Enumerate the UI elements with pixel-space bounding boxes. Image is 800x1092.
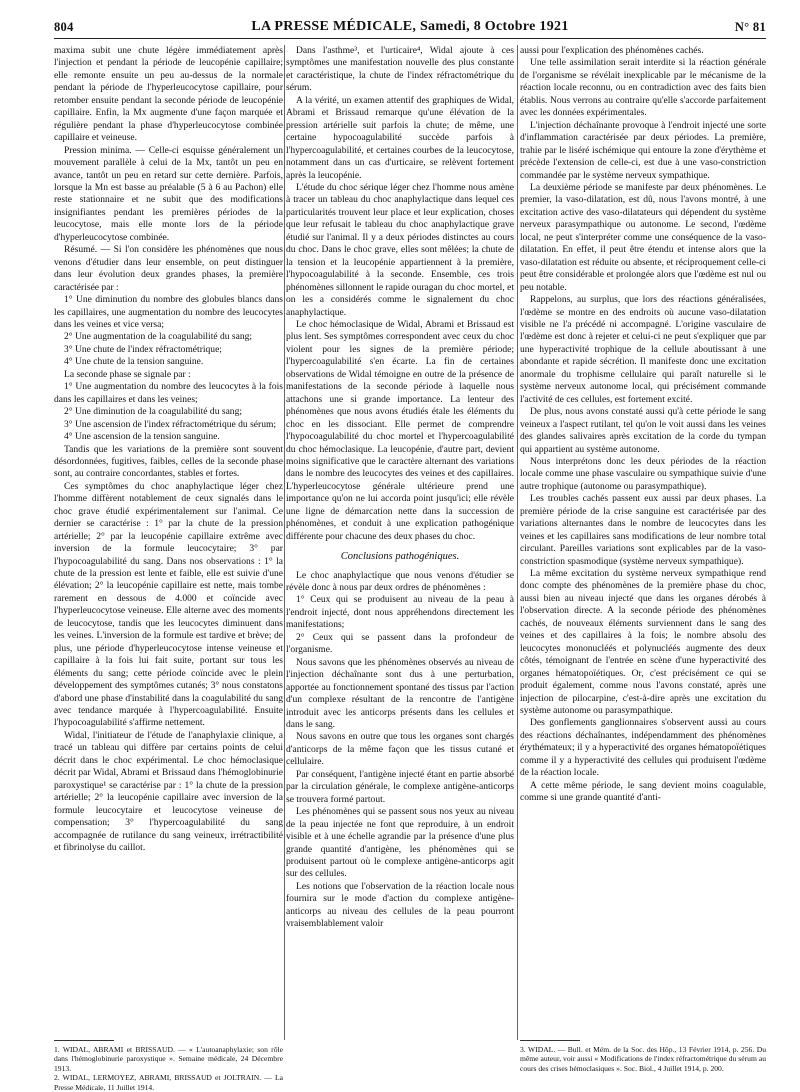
paragraph: Résumé. — Si l'on considère les phénomènes que nous venons d'étudier dans leur ensemble, on peut distinguer dans leur évolution deux grandes phases, la première caractérisée par : — [54, 244, 283, 293]
paragraph: L'étude du choc sérique léger chez l'homme nous amène à tracer un tableau du choc anaphylactique dans lequel ces particularités trouvent leur place et leur explication, choses que leur refusait le tableau du choc anaphylactique grave étudié sur l'animal. Il y a deux périodes distinctes au cours du choc. Dans le choc grave, elles sont mêlées; la chute de la tension et la leucopénie appartiennent à la première, l'hypocoagulabilité à la seconde. Ensemble, ces trois phénomènes sillonnent le rapide ouragan du choc mortel, et on les a considérés comme le signalement du choc anaphylactique. — [286, 181, 514, 318]
paragraph: La seconde phase se signale par : — [64, 368, 191, 380]
header-rule — [54, 38, 766, 39]
paragraph: maxima subit une chute légère immédiatement après l'injection et pendant la période de leucopénie capillaire; elle remonte ensuite un peu au-dessus de la normale pendant la période de l'hyperleucocytose capillaire, pour retomber ensuite pendant la seconde période de leucopénie capillaire. Enfin, la Mx augmente d'une façon marquée et régulière pendant la phase d'hyperleucocytose combinée capillaire et veineuse. — [54, 45, 283, 144]
paragraph: Les phénomènes qui se passent sous nos yeux au niveau de la peau injectée ne font que reproduire, à un endroit visible et à une échelle agrandie par la présence d'une plus grande quantité d'antigène, les phénomènes qui se produisent partout où le complexe antigène-anticorps agit sur des cellules. — [286, 806, 514, 880]
paragraph: 1° Une augmentation du nombre des leucocytes à la fois dans les capillaires et dans les veines; — [54, 381, 283, 405]
paragraph: Les troubles cachés passent eux aussi par deux phases. La première période de la crise sanguine est caractérisée par des variations alternantes dans le nombre de leucocytes dans les veines et les capillaires sans modifications de leur nombre total circulant. Pareilles variations sont explicables par de la vaso-constriction spasmodique (système nerveux sympathique). — [520, 493, 766, 567]
paragraph: Le choc hémoclasique de Widal, Abrami et Brissaud est plus lent. Ses symptômes correspondent avec ceux du choc violent pour les signes de la première période; l'hypercoagulabilité s'en écarte. La fin de certaines observations de Widal témoigne en outre de la présence de manifestations de la seconde période à laquelle nous attachons une si grande importance. La lenteur des phénomènes que nous avons étudiés étale les éléments du choc en les dissociant. Elle permet de comprendre l'hypocoagulabilité du choc mortel et l'hypercoagulabilité du choc hémoclasique. La leucopénie, d'autre part, devient moins significative que le caractère alternant des variations dans le nombre des leucocytes des veines et des capillaires. L'hyperleucocytose générale ultérieure prend une importance qu'on ne lui accorda point jusqu'ici; elle révèle une ligne de démarcation nette dans la succession de phénomènes, et conduit à une explication pathogénique différente pour chacune des deux phases du choc. — [286, 318, 514, 542]
paragraph: aussi pour l'explication des phénomènes cachés. — [520, 45, 704, 56]
paragraph: 4° Une ascension de la tension sanguine. — [64, 431, 220, 443]
footnotes-left — [54, 1045, 283, 1092]
paragraph: De plus, nous avons constaté aussi qu'à cette période le sang veineux a l'aspect rutilant, tel qu'on le voit aussi dans les veines des glandes salivaires après excitation de la corde du tympan qui appartient au système autonome. — [520, 406, 766, 455]
paragraph: 1° Ceux qui se produisent au niveau de la peau à l'endroit injecté, dont nous appréhendons directement les manifestations; — [286, 594, 514, 631]
page-number: 804 — [54, 20, 74, 34]
paragraph: 3° Une chute de l'index réfractométrique; — [64, 343, 222, 355]
journal-title: LA PRESSE MÉDICALE, Samedi, 8 Octobre 1921 — [251, 19, 569, 34]
page-header — [54, 18, 766, 36]
paragraph: La deuxième période se manifeste par deux phénomènes. Le premier, la vaso-dilatation, est dû, nous l'avons montré, à une excitation active des vaso-dilatateurs qui dépendent du système nerveux parasympathique ou autonome. Le second, l'œdème local, ne peut s'interpréter comme une conséquence de la vaso-dilatation. En effet, il peut être étendu et intense alors que la vaso-dilatation est réduite ou absente, et réciproquement celle-ci peut être considérable et prolongée alors que l'œdème est nul ou peu notable. — [520, 181, 766, 293]
paragraph: 2° Une diminution de la coagulabilité du sang; — [64, 406, 243, 418]
paragraph: La même excitation du système nerveux sympathique rend donc compte des phénomènes de la première phase du choc, aussi bien au niveau injecté que dans les organes dérobés à l'observation directe. A la seconde période des phénomènes cachés, de nouveaux éléments surviennent dans le sang des veines et des capillaires à la fois; le nombre absolu des leucocytes mononucléés et polynucléés augmente des deux côtés, témoignant de l'entrée en scène d'une hyperactivité des organes hématopoïétiques. Or, c'est précisément ce qui se produit également, comme nous l'avons constaté, après une injection de pilocarpine, c'est-à-dire après une excitation du système autonome ou parasympathique. — [520, 568, 766, 717]
paragraph: 1° Une diminution du nombre des globules blancs dans les capillaires, une augmentation du nombre des leucocytes dans les veines et vice versa; — [54, 294, 283, 330]
paragraph: L'injection déchaînante provoque à l'endroit injecté une sorte d'inflammation caractérisée par deux périodes. La première, trahie par le liséré ischémique qui entoure la zone d'érythème et précède l'extension de celle-ci, est due à une vaso-constriction commandée par le système nerveux sympathique. — [520, 119, 766, 181]
paragraph: Tandis que les variations de la première sont souvent désordonnées, fugitives, faibles, celles de la seconde phase sont, au contraire concordantes, stables et fortes. — [54, 443, 283, 480]
paragraph: 3° Une ascension de l'index réfractométrique du sérum; — [64, 418, 277, 430]
footnote-rule — [520, 1040, 580, 1041]
paragraph: Par conséquent, l'antigène injecté étant en partie absorbé par la circulation générale, le complexe antigène-anticorps se trouvera formé partout. — [286, 768, 514, 805]
paragraph: Widal, l'initiateur de l'étude de l'anaphylaxie clinique, a tracé un tableau qui diffère par certains points de celui décrit dans le choc expérimental. Le choc hémoclasique décrit par Widal, Abrami et Brissaud dans l'hémoglobinurie paroxystique¹ se caractérise par : 1° la chute de la pression artérielle; 2° la leucopénie capillaire avec inversion de la formule leucocytaire et leucocytose veineuse de compensation; 3° l'hypercoagulabilité du sang accompagnée de rutilance du sang veineux, irrétractibilité et fibrinolyse du caillot. — [54, 729, 283, 853]
paragraph: Nous interprétons donc les deux périodes de la réaction locale comme une phase vasculaire ou sympathique suivie d'une autre trophique (autonome ou parasympathique). — [520, 455, 766, 492]
paragraph: Le choc anaphylactique que nous venons d'étudier se révèle donc à nous par deux ordres de phénomènes : — [286, 569, 514, 594]
column-middle — [286, 45, 514, 931]
footnote: 2. WIDAL, LERMOYEZ, ABRAMI, BRISSAUD et JOLTRAIN. — La Presse Médicale, 11 Juillet 1914. — [54, 1073, 283, 1092]
paragraph: Rappelons, au surplus, que lors des réactions généralisées, l'œdème se montre en des endroits où aucune vaso-dilatation visible ne l'a précédé ni accompagné. L'origine vasculaire de l'œdème est donc à rejeter et celui-ci ne peut s'expliquer que par une hyperactivité trophique de la cellule aboutissant à une abondante et rapide sécrétion. Il manifeste donc une excitation anormale du trophisme cellulaire qui paraît naturelle si le système nerveux autonome local, qui précisément commande l'activité de ces cellules, est fortement excité. — [520, 294, 766, 405]
paragraph: Dans l'asthme³, et l'urticaire⁴, Widal ajoute à ces symptômes une manifestation nouvelle des plus constante et caractéristique, la chute de l'index réfractométrique du sérum. — [286, 45, 514, 94]
paragraph: Ces symptômes du choc anaphylactique léger chez l'homme diffèrent notablement de ceux signalés dans le choc grave étudié expérimentalement sur l'animal. Ce dernier se caractérise : 1° par la chute de la pression artérielle; 2° par la leucopénie capillaire extrême avec inversion de la formule leucocytaire; 3° par l'hypocoagulabilité du sang. Dans nos observations : 1° la chute de la pression est lente et faible, elle est suivie d'une élévation; 2° la leucopénie capillaire est nette, mais tombe rarement en dessous de 4.000 et coïncide avec l'hyperleucocytose veineuse. Elle alterne avec des moments de leucocytose, tandis que les leucocytes diminuent dans les veines. L'inversion de la formule est tardive et brève; de plus, une période d'hyperleucocytose intense veineuse et capillaire à la fois lui fait suite, portant sur tous les éléments du sang; cette période coïncide avec le plein développement des symptômes cutanés; 3° nous constatons d'abord une phase d'instabilité dans la coagulabilité du sang avec tendance marquée à l'hypercoagulabilité. Ensuite l'hypocoagulabilité s'affirme nettement. — [54, 480, 283, 729]
paragraph: 2° Une augmentation de la coagulabilité du sang; — [64, 331, 253, 343]
paragraph: Pression minima. — Celle-ci esquisse généralement un mouvement parallèle à celui de la Mx, tantôt un peu en avance, tantôt un peu en retard sur cette dernière. Parfois, lorsque la Mn est basse au préalable (5 à 6 au Pachon) elle reste stationnaire et ne subit que des modifications insignifiantes pendant les premières périodes de la leucocytose, mais elle monte lors de la période d'hyperleucocytose combinée. — [54, 144, 283, 243]
column-divider — [517, 45, 518, 1040]
column-left — [54, 45, 283, 854]
footnote: 3. WIDAL. — Bull. et Mém. de la Soc. des Hôp., 13 Février 1914, p. 256. Du même auteur, voir aussi « Modifications de l'index réfractométrique du sérum au cours des crises hémoclasiques ». Soc. Biol., 4 Juillet 1914, p. 200. — [520, 1045, 766, 1073]
issue-number: N° 81 — [734, 20, 766, 34]
paragraph: 2° Ceux qui se passent dans la profondeur de l'organisme. — [286, 631, 514, 656]
paragraph: A cette même période, le sang devient moins coagulable, comme si une grande quantité d'anti- — [520, 779, 766, 804]
paragraph: Des gonflements ganglionnaires s'observent aussi au cours des réactions déchaînantes, indépendamment des phénomènes érythémateux; il y a hyperactivité des organes hématopoïétiques comme il y a hyperactivité des cellules qui produisent l'œdème de la réaction locale. — [520, 717, 766, 779]
footnote: 1. WIDAL, ABRAMI et BRISSAUD. — « L'autoanaphylaxie; son rôle dans l'hémoglobinurie paroxystique ». Semaine médicale, 24 Décembre 1913. — [54, 1045, 283, 1073]
paragraph: Les notions que l'observation de la réaction locale nous fournira sur le mode d'action du complexe antigène-anticorps au niveau des cellules de la peau pourront vraisemblablement valoir — [286, 880, 514, 930]
paragraph: A la vérité, un examen attentif des graphiques de Widal, Abrami et Brissaud remarque qu'une élévation de la pression artérielle suit parfois la chute; de même, une certaine hypocoagulabilité succède parfois à l'hypercoagulabilité, et certaines courbes de la leucocytose, notamment dans un cas d'urticaire, se relèvent fortement après la leucopénie. — [286, 94, 514, 181]
paragraph: 4° Une chute de la tension sanguine. — [64, 356, 204, 368]
column-right — [520, 45, 766, 805]
paragraph: Une telle assimilation serait interdite si la réaction générale de l'organisme se révélait inexplicable par le mécanisme de la réaction locale reconnu, ou en contradiction avec des faits bien établis. Nous verrons au contraire qu'elle s'accorde parfaitement avec les données expérimentales. — [520, 57, 766, 119]
section-heading: Conclusions pathogéniques. — [340, 551, 460, 563]
column-divider — [284, 45, 285, 1040]
paragraph: Nous savons en outre que tous les organes sont chargés d'anticorps de la même façon que les tissus cutané et cellulaire. — [286, 731, 514, 768]
footnote-rule — [54, 1040, 114, 1041]
footnotes-right — [520, 1045, 766, 1073]
paragraph: Nous savons que les phénomènes observés au niveau de l'injection déchaînante sont dus à une perturbation, apportée au fonctionnement spontané des tissus par l'action d'un complexe résultant de la rencontre de l'antigène introduit avec les anticorps présents dans les cellules et dans le sang. — [286, 656, 514, 731]
